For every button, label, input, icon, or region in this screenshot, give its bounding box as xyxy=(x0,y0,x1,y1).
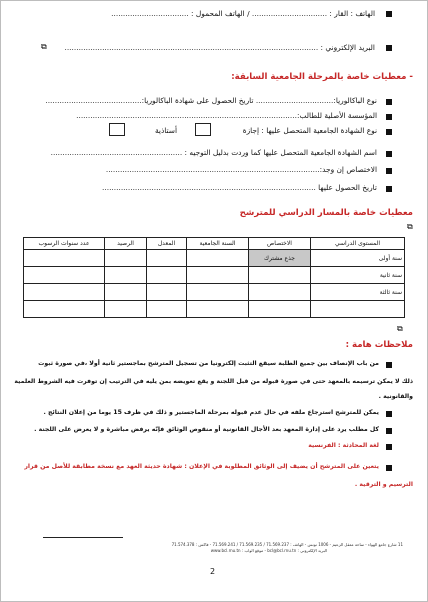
bullet-icon xyxy=(386,129,392,135)
note-5-line-2: الترسيم و الترقية . xyxy=(354,481,413,488)
bullet-icon xyxy=(386,151,392,157)
degree-other-label: أستاذية xyxy=(154,126,177,135)
degree-name-line: اسم الشهادة الجامعية المتحصل عليها كما وردت بدليل التوجيه : ........................................................ xyxy=(50,148,377,157)
bullet-icon xyxy=(386,168,392,174)
table-row xyxy=(24,250,405,267)
note-4: لغة المحادثة : الفرنسية xyxy=(308,442,379,449)
header-repeats: عدد سنوات الرسوب xyxy=(24,238,105,250)
bullet-icon xyxy=(386,362,392,368)
note-1-line-3: والقانونية . xyxy=(378,393,413,400)
bullet-icon xyxy=(386,114,392,120)
table-row xyxy=(24,301,405,318)
bullet-icon xyxy=(386,11,392,17)
header-year: السنة الجامعية xyxy=(187,238,249,250)
cell-year[interactable] xyxy=(187,250,249,267)
cell-specialty[interactable] xyxy=(249,301,311,318)
cell-credits[interactable] xyxy=(105,250,147,267)
table-header-row xyxy=(24,238,405,250)
note-1-line-1: من باب الإنصاف بين جميع الطلبة سيقع التثبت إلكترونيا من تسجيل المترشح بماجستير ثانية أولا ،في صورة ثبوت xyxy=(38,360,379,367)
checkbox-mark-icon: ⧉ xyxy=(407,222,413,231)
cell-average[interactable] xyxy=(147,301,187,318)
table-row xyxy=(24,267,405,284)
bac-type-line: نوع الباكالوريا:................................. تاريخ الحصول على شهادة الباكالوريا:......................................... xyxy=(45,96,377,105)
cell-credits[interactable] xyxy=(105,267,147,284)
footer-contact: البريد الإلكتروني : bcl@bcl.rnu.tn - موقع الواب : www.bcl.rnu.tn xyxy=(210,548,327,553)
cell-specialty: جذع مشترك xyxy=(249,250,311,267)
notes-title: ملاحظات هامة : xyxy=(345,340,413,350)
license-checkbox[interactable] xyxy=(195,123,211,136)
footer-rule xyxy=(43,537,123,538)
note-1-line-2: ذلك لا يمكن ترسيمه بالمعهد حتى في صورة قبوله من قبل اللجنة و يقع تعويضه بمن يليه في الترتيب إن توفرت فيه الشروط العلمية xyxy=(14,378,413,385)
bullet-icon xyxy=(386,411,392,417)
email-line: البريد الإلكتروني : ............................................................................................................ xyxy=(64,43,375,52)
career-title: معطيات خاصة بالمسار الدراسي للمترشح xyxy=(239,208,413,218)
bullet-icon xyxy=(386,444,392,450)
career-table xyxy=(23,237,405,318)
cell-average[interactable] xyxy=(147,284,187,301)
cell-credits[interactable] xyxy=(105,284,147,301)
cell-level: سنة أولى xyxy=(311,250,405,267)
bullet-icon xyxy=(386,99,392,105)
note-5-line-1: يتعين على المترشح أن يضيف إلى الوثائق المطلوبة في الإعلان : شهادة حديثة العهد مع نسخة مطابقة للأصل من قرار xyxy=(24,463,379,470)
footer-address: 11 شارع جامع الهواء - ساحة معقل الزعيم - 1006 تونس - الهاتف : 71.569.237 / 71.569.235 / 71.569.241 - فاكس : 71.574.378 xyxy=(171,542,403,547)
specialty-line: الاختصاص إن وجد:........................................................................................... xyxy=(105,165,377,174)
header-level: المستوى الدراسي xyxy=(311,238,405,250)
cell-year[interactable] xyxy=(187,267,249,284)
cell-level xyxy=(311,301,405,318)
bullet-icon xyxy=(386,186,392,192)
cell-average[interactable] xyxy=(147,267,187,284)
checkbox-mark-icon: ⧉ xyxy=(41,42,47,51)
cell-specialty[interactable] xyxy=(249,267,311,284)
cell-credits[interactable] xyxy=(105,301,147,318)
cell-year[interactable] xyxy=(187,284,249,301)
cell-repeats[interactable] xyxy=(24,301,105,318)
cell-year[interactable] xyxy=(187,301,249,318)
note-2: يمكن للمترشح استرجاع ملفه في حال عدم قبوله بمرحلة الماجستير و ذلك في ظرف 15 يوما من إعلان النتائج . xyxy=(43,409,379,416)
bullet-icon xyxy=(386,428,392,434)
cell-level: سنة ثالثة xyxy=(311,284,405,301)
cell-average[interactable] xyxy=(147,250,187,267)
bullet-icon xyxy=(386,465,392,471)
cell-level: سنة ثانية xyxy=(311,267,405,284)
cell-repeats[interactable] xyxy=(24,250,105,267)
header-average: المعدل xyxy=(147,238,187,250)
date-line: تاريخ الحصول عليها ........................................................................................... xyxy=(102,183,377,192)
header-specialty: الاختصاص xyxy=(249,238,311,250)
phone-line: الهاتف : القار : ................................ / الهاتف المحمول : ................................. xyxy=(111,9,375,18)
degree-type-line: نوع الشهادة الجامعية المتحصل عليها : إجازة xyxy=(242,126,377,135)
cell-specialty[interactable] xyxy=(249,284,311,301)
institution-line: المؤسسة الأصلية للطالب:.............................................................................................. xyxy=(76,111,377,120)
header-credits: الرصيد xyxy=(105,238,147,250)
table-row xyxy=(24,284,405,301)
cell-repeats[interactable] xyxy=(24,267,105,284)
checkbox-mark-icon: ⧉ xyxy=(397,324,403,333)
cell-repeats[interactable] xyxy=(24,284,105,301)
page-number: 2 xyxy=(210,567,216,576)
note-3: كل مطلب يرد على إدارة المعهد بعد الأجال القانونية أو منقوص الوثائق فإنّه يرفض مباشرة و لا يعرض على اللجنة . xyxy=(34,426,379,433)
master-degree-checkbox[interactable] xyxy=(109,123,125,136)
prev-stage-title: - معطيات خاصة بالمرحلة الجامعية السابقة: xyxy=(231,72,413,82)
bullet-icon xyxy=(386,45,392,51)
